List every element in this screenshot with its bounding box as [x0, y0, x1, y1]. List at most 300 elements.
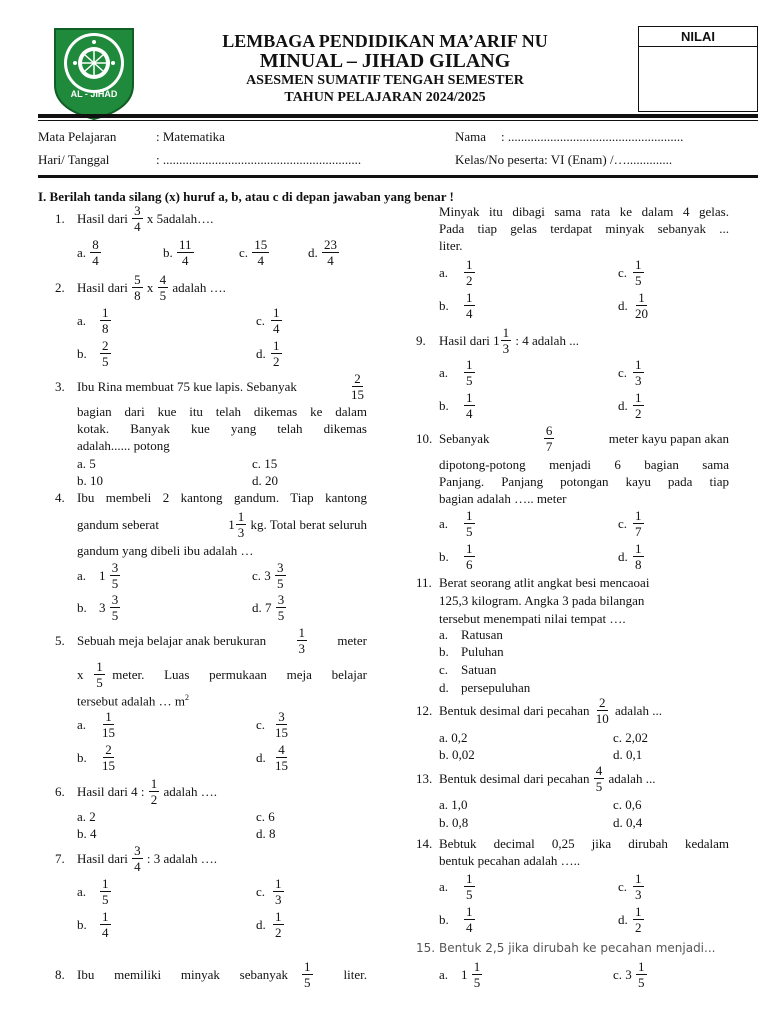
- text-fragment: x: [77, 666, 84, 682]
- text-fragment: Hasil dari: [77, 279, 128, 295]
- q8-option-a[interactable]: [439, 258, 476, 287]
- question-12: [416, 696, 662, 725]
- q2-option-b[interactable]: [77, 339, 112, 368]
- text-fragment: 10.: [416, 430, 433, 446]
- text-fragment: b.: [439, 911, 449, 927]
- denominator: 2: [150, 792, 158, 807]
- q10-line: Panjang. Panjang potongan kayu pada tiap: [439, 474, 729, 489]
- numerator: 4: [159, 272, 167, 287]
- numerator: 1: [638, 959, 645, 974]
- text-fragment: adalah ….: [163, 783, 217, 799]
- q7-option-c[interactable]: [256, 877, 285, 906]
- text-fragment: 3: [264, 567, 271, 583]
- q3-option-b[interactable]: b. 10: [77, 473, 103, 488]
- text-fragment: c.: [439, 662, 449, 677]
- q7-option-a[interactable]: [77, 877, 112, 906]
- numerator: 4: [278, 742, 285, 757]
- text-fragment: meter kayu papan akan: [608, 430, 729, 446]
- text-fragment: adalah ...: [608, 770, 656, 786]
- q6-option-d[interactable]: d. 8: [256, 826, 276, 841]
- q15-option-a[interactable]: [439, 960, 483, 989]
- text-fragment: d.: [618, 397, 628, 413]
- denominator: 15: [351, 387, 364, 402]
- text-fragment: d.: [256, 916, 266, 932]
- fraction: [276, 593, 287, 622]
- question-13: [416, 764, 655, 793]
- q8-option-d[interactable]: [618, 291, 651, 320]
- numerator: 1: [102, 305, 109, 320]
- numerator: 1: [275, 909, 282, 924]
- numerator: 3: [111, 560, 119, 575]
- fraction: [633, 358, 644, 387]
- numerator: 2: [354, 371, 361, 386]
- q4-line: gandum yang dibeli ibu adalah …: [77, 543, 254, 558]
- denominator: 4: [466, 406, 473, 421]
- q8-line: Minyak itu dibagi sama rata ke dalam 4 gelas.: [439, 204, 729, 219]
- q6-option-b[interactable]: b. 4: [77, 826, 97, 841]
- q4-line: [77, 510, 367, 539]
- q14-option-c[interactable]: [618, 872, 645, 901]
- numerator: 5: [134, 272, 141, 287]
- numerator: 1: [466, 257, 473, 272]
- q12-option-d[interactable]: d. 0,1: [613, 747, 643, 762]
- fraction: [110, 593, 121, 622]
- text-fragment: a.: [77, 883, 87, 899]
- text-fragment: a.: [77, 716, 87, 732]
- denominator: 3: [298, 641, 306, 656]
- q9-option-d[interactable]: [618, 391, 645, 420]
- text-fragment: d.: [618, 548, 628, 564]
- denominator: 5: [96, 675, 103, 690]
- denominator: 2: [275, 925, 282, 940]
- q10-line: dipotong-potong menjadi 6 bagian sama: [439, 457, 729, 472]
- denominator: 3: [237, 525, 245, 540]
- q3-option-c[interactable]: c. 15: [252, 456, 278, 471]
- denominator: 4: [327, 253, 334, 268]
- fraction: [349, 372, 366, 401]
- denominator: 2: [273, 354, 280, 369]
- text-fragment: Hasil dari 1: [439, 332, 500, 348]
- fraction: [633, 258, 644, 287]
- question-15: [416, 941, 715, 955]
- logo-caption: AL - JIHAD: [70, 89, 118, 99]
- text-fragment: 1: [228, 516, 235, 532]
- numerator: 11: [179, 237, 192, 252]
- q6-option-c[interactable]: c. 6: [256, 809, 275, 824]
- q4-option-b[interactable]: [77, 593, 121, 622]
- fraction: [271, 339, 282, 368]
- denominator: 15: [102, 758, 115, 773]
- section-instruction: I. Berilah tanda silang (x) huruf a, b, atau c di depan jawaban yang benar !: [38, 189, 454, 204]
- q8-option-b[interactable]: [439, 291, 476, 320]
- text-fragment: b.: [439, 644, 449, 659]
- q12-option-a[interactable]: a. 0,2: [439, 730, 468, 745]
- denominator: 3: [275, 892, 282, 907]
- q10-line: bagian adalah ….. meter: [439, 491, 567, 506]
- denominator: 4: [92, 253, 99, 268]
- numerator: 1: [635, 904, 642, 919]
- fraction: [464, 542, 475, 571]
- fraction: [100, 743, 117, 772]
- header-rule-thick: [38, 114, 758, 118]
- q13-option-b[interactable]: b. 0,8: [439, 815, 469, 830]
- text-fragment: Satuan: [461, 662, 497, 677]
- q14-option-a[interactable]: [439, 872, 476, 901]
- denominator: 3: [502, 341, 510, 356]
- q10-option-a[interactable]: [439, 509, 476, 538]
- fraction: [544, 424, 555, 453]
- text-fragment: c.: [256, 312, 266, 328]
- text-fragment: Sebanyak: [439, 430, 490, 446]
- text-fragment: Bentuk desimal dari pecahan: [439, 770, 590, 786]
- denominator: 5: [111, 608, 119, 623]
- exam-title: ASESMEN SUMATIF TENGAH SEMESTER: [246, 73, 524, 88]
- q11-option-b[interactable]: [439, 644, 504, 660]
- denominator: 15: [275, 725, 288, 740]
- text-fragment: x: [146, 279, 154, 295]
- q9-option-b[interactable]: [439, 391, 476, 420]
- q7-option-b[interactable]: [77, 910, 112, 939]
- question-2: [55, 273, 226, 302]
- numerator: 1: [466, 871, 473, 886]
- text-fragment: b.: [439, 548, 449, 564]
- denominator: 15: [275, 758, 288, 773]
- text-fragment: c.: [256, 883, 266, 899]
- question-7: [55, 844, 217, 873]
- text-fragment: 7.: [55, 850, 65, 866]
- question-1: [55, 204, 213, 233]
- fraction: [464, 905, 475, 934]
- subject-label: Mata Pelajaran: [38, 129, 117, 144]
- fraction: [633, 872, 644, 901]
- numerator: 1: [466, 904, 473, 919]
- numerator: 3: [277, 560, 284, 575]
- q3-line: adalah...... potong: [77, 438, 170, 453]
- q13-option-c[interactable]: c. 0,6: [613, 797, 642, 812]
- text-fragment: 1: [99, 567, 106, 583]
- denominator: 4: [102, 925, 109, 940]
- denominator: 8: [635, 557, 642, 572]
- info-rule: [38, 175, 758, 178]
- text-fragment: b.: [77, 345, 87, 361]
- text-fragment: a.: [439, 878, 449, 894]
- fraction: [100, 339, 111, 368]
- q3-line: kotak. Banyak kue yang telah dikemas: [77, 421, 367, 436]
- q4-option-d[interactable]: [252, 593, 287, 622]
- q14-option-d[interactable]: [618, 905, 645, 934]
- text-fragment: 3: [99, 599, 106, 615]
- date-field[interactable]: : .............................................................: [156, 152, 362, 167]
- q5-option-d[interactable]: [256, 743, 291, 772]
- fraction: [273, 910, 284, 939]
- fraction: [501, 326, 512, 355]
- fraction: [132, 273, 143, 302]
- q1-option-a[interactable]: [77, 238, 102, 267]
- q2-option-c[interactable]: [256, 306, 283, 335]
- denominator: 5: [159, 288, 167, 303]
- q6-option-a[interactable]: a. 2: [77, 809, 96, 824]
- denominator: 7: [635, 524, 642, 539]
- q4-option-c[interactable]: [252, 561, 287, 590]
- text-fragment: d.: [618, 911, 628, 927]
- text-fragment: c.: [618, 515, 628, 531]
- text-fragment: Hasil dari: [77, 850, 128, 866]
- denominator: 10: [595, 711, 609, 726]
- fraction: [464, 358, 475, 387]
- fraction: [236, 510, 247, 539]
- q2-option-a[interactable]: [77, 306, 112, 335]
- fraction: [149, 777, 160, 806]
- numerator: 1: [150, 776, 158, 791]
- q10-option-c[interactable]: [618, 509, 645, 538]
- fraction: [302, 960, 313, 989]
- header-rule-thin: [38, 120, 758, 121]
- text-fragment: 15.: [416, 941, 436, 955]
- text-fragment: Bebtuk decimal 0,25 jika dirubah kedalam: [439, 836, 729, 851]
- fraction: [633, 509, 644, 538]
- question-10: [416, 424, 729, 453]
- q3-option-a[interactable]: a. 5: [77, 456, 96, 471]
- text-fragment: 8.: [55, 966, 65, 982]
- text-fragment: : 3 adalah ….: [146, 850, 217, 866]
- fraction: [297, 626, 308, 655]
- question-8: [55, 960, 367, 989]
- text-fragment: a.: [77, 244, 87, 260]
- q8-option-c[interactable]: [618, 258, 645, 287]
- q12-option-b[interactable]: b. 0,02: [439, 747, 475, 762]
- text-fragment: 14.: [416, 836, 433, 851]
- q14-line: bentuk pecahan adalah …..: [439, 853, 581, 868]
- fraction: [110, 561, 121, 590]
- text-fragment: Ratusan: [461, 627, 503, 642]
- text-fragment: b.: [439, 397, 449, 413]
- denominator: 4: [466, 306, 473, 321]
- numerator: 1: [273, 305, 280, 320]
- denominator: 3: [635, 373, 642, 388]
- date-label: Hari/ Tanggal: [38, 152, 110, 167]
- denominator: 5: [102, 892, 109, 907]
- q15-option-c[interactable]: [613, 960, 648, 989]
- text-fragment: d.: [618, 297, 628, 313]
- denominator: 5: [466, 373, 473, 388]
- numerator: 1: [635, 541, 642, 556]
- text-fragment: b.: [163, 244, 173, 260]
- text-fragment: persepuluhan: [461, 680, 531, 695]
- text-fragment: 11.: [416, 575, 432, 590]
- numerator: 3: [277, 592, 285, 607]
- q5-line: [77, 660, 367, 689]
- school-logo: [45, 23, 143, 121]
- denominator: 4: [134, 219, 141, 234]
- numerator: 2: [599, 695, 606, 710]
- question-6: [55, 777, 217, 806]
- text-fragment: a.: [439, 364, 449, 380]
- class-field[interactable]: Kelas/No peserta: VI (Enam) /…..............: [455, 152, 673, 167]
- q11-option-d[interactable]: [439, 680, 530, 696]
- score-box[interactable]: [638, 26, 758, 112]
- numerator: 4: [595, 763, 603, 778]
- numerator: 1: [635, 257, 642, 272]
- text-fragment: c.: [618, 264, 628, 280]
- text-fragment: a.: [439, 627, 449, 642]
- q2-option-d[interactable]: [256, 339, 283, 368]
- fraction: [132, 844, 143, 873]
- fraction: [633, 291, 650, 320]
- denominator: 2: [466, 273, 473, 288]
- fraction: [464, 509, 475, 538]
- denominator: 4: [273, 321, 280, 336]
- numerator: 3: [134, 203, 141, 218]
- text-fragment: liter.: [343, 966, 367, 982]
- q5-option-a[interactable]: [77, 710, 118, 739]
- text-fragment: a.: [77, 312, 87, 328]
- fraction: [271, 306, 282, 335]
- numerator: 1: [466, 508, 473, 523]
- text-fragment: Bentuk 2,5 jika dirubah ke pecahan menjadi...: [439, 941, 716, 955]
- text-fragment: c.: [252, 567, 262, 583]
- text-fragment: 5.: [55, 632, 65, 648]
- question-3: [55, 372, 367, 401]
- numerator: 3: [278, 709, 285, 724]
- fraction: [100, 306, 111, 335]
- q4-option-a[interactable]: [77, 561, 121, 590]
- question-4: [55, 490, 367, 506]
- q10-option-d[interactable]: [618, 542, 645, 571]
- fraction: [158, 273, 169, 302]
- text-fragment: a.: [77, 567, 87, 583]
- fraction: [94, 660, 105, 689]
- text-fragment: 6.: [55, 783, 65, 799]
- text-fragment: 1: [461, 966, 468, 982]
- name-field[interactable]: : ......................................................: [501, 129, 684, 144]
- fraction: [633, 542, 644, 571]
- denominator: 5: [466, 887, 473, 902]
- subject-value: : Matematika: [156, 129, 225, 144]
- q1-option-b[interactable]: [163, 238, 195, 267]
- text-fragment: d.: [256, 749, 266, 765]
- text-fragment: 2: [184, 693, 189, 702]
- fraction: [594, 696, 611, 725]
- denominator: 2: [635, 920, 642, 935]
- text-fragment: a.: [439, 515, 449, 531]
- text-fragment: Ibu membeli 2 kantong gandum. Tiap kantong: [77, 490, 367, 505]
- text-fragment: b.: [77, 749, 87, 765]
- q5-line: [77, 693, 189, 709]
- numerator: 1: [635, 508, 642, 523]
- q12-option-c[interactable]: c. 2,02: [613, 730, 649, 745]
- q11-option-a[interactable]: [439, 627, 503, 643]
- numerator: 1: [638, 290, 645, 305]
- numerator: 1: [466, 290, 473, 305]
- q5-option-b[interactable]: [77, 743, 118, 772]
- score-label: NILAI: [639, 27, 757, 47]
- fraction: [633, 905, 644, 934]
- name-label: Nama: [455, 129, 487, 144]
- fraction: [594, 764, 605, 793]
- q13-option-a[interactable]: a. 1,0: [439, 797, 468, 812]
- text-fragment: kg. Total berat seluruh: [250, 516, 367, 532]
- fraction: [273, 710, 290, 739]
- q5-option-c[interactable]: [256, 710, 291, 739]
- q9-option-c[interactable]: [618, 358, 645, 387]
- text-fragment: Hasil dari: [77, 210, 128, 226]
- text-fragment: c.: [239, 244, 249, 260]
- text-fragment: x 5adalah….: [146, 210, 214, 226]
- numerator: 2: [105, 742, 112, 757]
- q7-option-d[interactable]: [256, 910, 285, 939]
- text-fragment: Sebuah meja belajar anak berukuran: [77, 632, 267, 648]
- q3-option-d[interactable]: d. 20: [252, 473, 278, 488]
- q9-option-a[interactable]: [439, 358, 476, 387]
- text-fragment: c.: [618, 878, 628, 894]
- text-fragment: c.: [256, 716, 266, 732]
- question-5: [55, 626, 367, 655]
- text-fragment: 2.: [55, 279, 65, 295]
- denominator: 8: [102, 321, 109, 336]
- text-fragment: b.: [77, 599, 87, 615]
- text-fragment: 4.: [55, 490, 65, 505]
- text-fragment: a.: [439, 966, 449, 982]
- q1-option-c[interactable]: [239, 238, 270, 267]
- numerator: 1: [466, 390, 473, 405]
- text-fragment: : 4 adalah ...: [515, 332, 579, 348]
- denominator: 15: [102, 725, 115, 740]
- denominator: 5: [638, 975, 645, 990]
- q14-option-b[interactable]: [439, 905, 476, 934]
- text-fragment: b.: [77, 916, 87, 932]
- fraction: [177, 238, 194, 267]
- numerator: 1: [105, 709, 112, 724]
- numerator: 15: [254, 237, 268, 252]
- text-fragment: d.: [308, 244, 318, 260]
- numerator: 6: [545, 423, 553, 438]
- q11-line: tersebut menempati nilai tempat ….: [439, 611, 626, 626]
- q8-line: liter.: [439, 238, 463, 253]
- denominator: 5: [277, 576, 284, 591]
- denominator: 5: [277, 608, 285, 623]
- q1-option-d[interactable]: [308, 238, 340, 267]
- text-fragment: d.: [439, 680, 449, 695]
- text-fragment: Puluhan: [461, 644, 504, 659]
- numerator: 1: [635, 871, 642, 886]
- denominator: 4: [182, 253, 189, 268]
- text-fragment: adalah ...: [615, 702, 662, 718]
- q10-option-b[interactable]: [439, 542, 476, 571]
- fraction: [132, 204, 143, 233]
- text-fragment: meter: [337, 632, 368, 648]
- fraction: [464, 872, 475, 901]
- text-fragment: 3: [625, 966, 632, 982]
- denominator: 4: [466, 920, 473, 935]
- q13-option-d[interactable]: d. 0,4: [613, 815, 643, 830]
- text-fragment: adalah ….: [172, 279, 226, 295]
- fraction: [273, 877, 284, 906]
- numerator: 8: [92, 237, 99, 252]
- fraction: [464, 391, 475, 420]
- fraction: [273, 743, 290, 772]
- denominator: 5: [102, 354, 109, 369]
- fraction: [252, 238, 269, 267]
- text-fragment: Ibu Rina membuat 75 kue lapis. Sebanyak: [77, 378, 297, 394]
- text-fragment: 12.: [416, 702, 433, 718]
- text-fragment: Bentuk desimal dari pecahan: [439, 702, 590, 718]
- fraction: [633, 391, 644, 420]
- denominator: 5: [595, 779, 603, 794]
- text-fragment: d.: [252, 599, 262, 615]
- q11-option-c[interactable]: [439, 662, 496, 678]
- text-fragment: meter. Luas permukaan meja belajar: [112, 666, 367, 682]
- fraction: [90, 238, 101, 267]
